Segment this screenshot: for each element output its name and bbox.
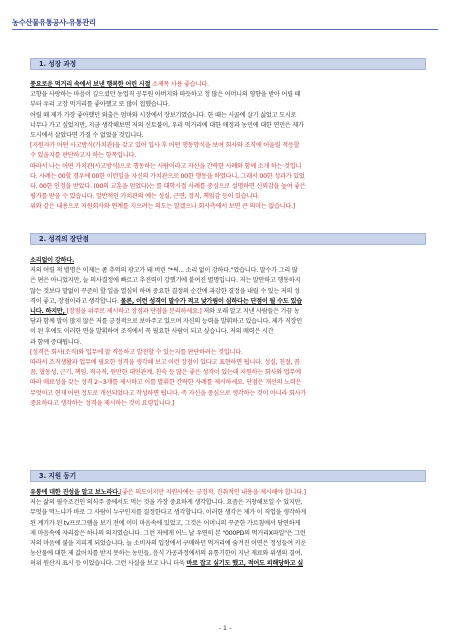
review-comment: 꼼, 협동성, 근기, 책임, 적극적, 원만한 대인관계, 친숙 등 많은 좋은 성격이 있는데 지원하는 회사와 업무에 (30, 369, 301, 377)
body-text: 저의 마음에 불을 지피게 되었습니다. 늘 소비자의 입장에서 구매하던 먹거리에 숨겨진 이면은 정성들여 키운 (30, 540, 307, 548)
emphasized-text: 풍요로운 먹거리 속에서 보낸 행복한 어린 시절 (30, 81, 151, 88)
text-line (30, 549, 426, 559)
text-line (30, 276, 426, 286)
text-line (30, 141, 426, 151)
section-body-growth (30, 80, 426, 213)
body-text: 제 마음속에 자리잡은 하나의 의지였습니다. 그런 저에게 어느 날 우연히 본 "000PD의 먹거리X파일"은 그런 (30, 529, 306, 537)
review-comment: 수 있을지를 판단하고자 하는 항목입니다. (30, 152, 136, 160)
body-text: 저의 어릴 적 별명은 이제는 좀 추억의 광고가 돼 버린 "*써... 소리 없이 강하다."였습니다. 말수가 그리 많 (30, 267, 298, 275)
review-comment: 소제목 사용 좋습니다. (150, 81, 209, 88)
text-line (30, 151, 426, 161)
text-line (30, 539, 426, 549)
text-line (30, 202, 426, 212)
text-line (30, 488, 426, 498)
section-title-motivation: 3. 지원 동기 (30, 470, 426, 482)
emphasized-text: 유통에 대한 진성을 알고 보노라다. (30, 489, 120, 496)
review-comment: 다. 00한 인정을 받았다. (00의 교훈을 얻었다)는 를 대학시절 사례를 중심으로 설명하면 신뢰감을 높여 좋은 (30, 183, 306, 191)
review-comment: [지원자가 어떤 사고방식(가치관)을 갖고 있어 입사 후 어떤 행동양식을 보여 회사와 조직에 어울릴 적응할 (30, 142, 300, 150)
emphasized-text: 니다. 하지만, (30, 308, 67, 316)
body-text: 무엇을 먹느냐가 바로 그 사람이 누구인지를 결정한다고 생각합니다. 이러한 생각은 제가 이 직업을 생각하게 (30, 509, 307, 517)
section-body-motivation (30, 488, 426, 570)
text-line (30, 358, 426, 368)
body-text: 어릴 때 제가 가장 좋아했던 외출은 엄마와 시장에서 장보기였습니다. 한 때는 시골에 살기 싫었고 도시로 (30, 111, 297, 119)
body-text: 이 된 후에도 이러한 면을 발휘하여 조직에서 꼭 필요한 사람이 되고 싶습니다. 저의 매력은 시간 (30, 328, 274, 336)
body-text: 격이 좋고, 장점이라고 생각합니다. (30, 297, 121, 305)
text-line (30, 508, 426, 518)
review-comment: 따라서 조직생활과 업무에 필요한 성격을 생각해 보고 이런 장점이 있다고 표현하면 됩니다. 성실, 친절, 꼼 (30, 359, 300, 367)
body-text: 과 함께 증대됩니다. (30, 338, 81, 346)
review-comment: [장점을 위주로 제시하고 장점과 단점을 분리하세요.] (66, 308, 202, 316)
text-line (30, 529, 426, 539)
text-line (30, 368, 426, 378)
review-comment: 다. 사례는 00할 경우에 00한 이런일을 자신의 가치관으로 00한 행동을 하였다니, 그래서 00한 성과가 있었 (30, 172, 305, 180)
review-comment: 평가를 받을 수 있습니다. 일반적인 가치관의 예는 성실, 근면, 정직, 책임감 등이 있습니다. (30, 193, 260, 201)
emphasized-text: 바로 잡고 싶기도 했고, 적어도 피해당하고 싶 (186, 560, 303, 568)
text-line (30, 498, 426, 508)
text-line (30, 378, 426, 388)
text-line (30, 317, 426, 327)
body-text: 된 계기가 된 tv프로그램을 보기 전에 이미 마음속에 있었고, 그것은 어머니의 꾸준한 가르침에서 당연하게 (30, 519, 301, 527)
header-divider (12, 29, 438, 30)
body-text: 허위 원산지 표시 등 이었습니다. 그런 사실을 보고 나니 더욱 (30, 560, 187, 568)
text-line (30, 192, 426, 202)
text-line (30, 100, 426, 110)
body-text: 저와 오래 알고 지낸 사람들은 가끔 농 (201, 308, 300, 316)
text-line (30, 338, 426, 348)
page-number: - 1 - (218, 624, 232, 632)
text-line (30, 297, 426, 307)
section-title-personality: 2. 성격의 장단점 (30, 233, 426, 245)
body-text: 고향을 사랑하는 마음이 깊으셨던 농업직 공무원 아버지와 따듯하고 정 많은 어머니의 영향을 받아 어릴 때 (30, 91, 301, 99)
text-line (30, 182, 426, 192)
text-line (30, 559, 426, 569)
text-line (30, 519, 426, 529)
body-text: 담과 함께 말이 많지 않은 저를 긍정적으로 보아주고 있으며 자신의 능력을 발휘하고 있습니다. 제가 직장인 (30, 318, 303, 326)
text-line (30, 131, 426, 141)
body-text: 은 편은 아니었지만, 늘 의사결정에 빠르고 추진력이 강했기에 붙여진 별명입니다. 저는 말만하고 행동하지 (30, 277, 301, 285)
text-line (30, 266, 426, 276)
emphasized-text: 물론, 이런 성격이 말수가 적고 낯가림이 심하다는 단점이 될 수도 있습 (120, 297, 302, 305)
body-text: 농산물에 대한 제 값어치를 받지 못하는 농민들, 음식 가공과정에서의 유통기한이 지난 재료와 위생의 결여, (30, 550, 303, 558)
body-text: 도시에서 살았다면 가질 수 없었을 것입니다. (30, 132, 144, 140)
text-line (30, 172, 426, 182)
emphasized-text: 소리없이 강하다. (30, 257, 75, 264)
document-header-title: 농수산물유통공사-유통관리 (12, 18, 96, 27)
text-line (30, 307, 426, 317)
body-text: 부터 우리 고장 먹거리를 좋아했고 또 많이 접했습니다. (30, 101, 170, 109)
review-comment: [좋은 의도이지만 지원사에는 긍정적, 진취적인 내용을 제시해야 합니다.] (119, 489, 306, 496)
text-line (30, 90, 426, 100)
review-comment: 따라서 나는 어떤 가치관(사고방식)으로 행동하는 사람이라고 자신을 간략한 사례와 함께 소개 하는 것입니 (30, 162, 302, 170)
text-line (30, 348, 426, 358)
text-line (30, 162, 426, 172)
section-body-personality (30, 256, 426, 409)
review-comment: 무엇이고 현재 어떤 정도로 개선되었다고 작성하면 됩니다. 즉 자신을 중심으로 생각하는 것이 아니라 회사가 (30, 389, 307, 397)
body-text: 너무나 가고 싶었지만, 지금 생각해보면 저의 신토불이, 우리 먹거리에 대한 애정과 농민에 대한 연민은 제가 (30, 121, 304, 129)
body-text: 않는 것보다 말없이 꾸준히 할 일을 열심히 하며 중요한 결정의 순간에 과감한 결정을 내릴 수 있는 저의 성 (30, 287, 300, 295)
review-comment: 중요하다고 생각하는 성격을 제시하는 것이 요령입니다.] (30, 399, 175, 407)
text-line (30, 121, 426, 131)
text-line (30, 399, 426, 409)
body-text: 저는 삶의 필수조건인 의식주 중에서도 먹는 것을 가장 중요하게 생각합니다. 요즘은 거창해보일 수 있지만, (30, 499, 303, 507)
text-line (30, 287, 426, 297)
text-line (30, 389, 426, 399)
text-line (30, 80, 426, 90)
text-line (30, 327, 426, 337)
text-line (30, 111, 426, 121)
text-line (30, 256, 426, 266)
section-title-growth: 1. 성장 과정 (30, 58, 426, 70)
review-comment: [성격은 회사(조직)와 업무에 잘 적응하고 발전할 수 있는지를 판단하려는 것입니다. (30, 348, 243, 356)
review-comment: 위와 같은 내용으로 지원회사와 연계를 지으려는 의도는 알겠으나 회사측에서 보면 큰 의미는 없습니다.] (30, 203, 296, 211)
review-comment: 따라 매료성을 갖는 성격 2~3개를 제시하고 이를 발휘한 간략한 사례를 제시하세요. 단점은 개선의 노력은 (30, 379, 302, 387)
